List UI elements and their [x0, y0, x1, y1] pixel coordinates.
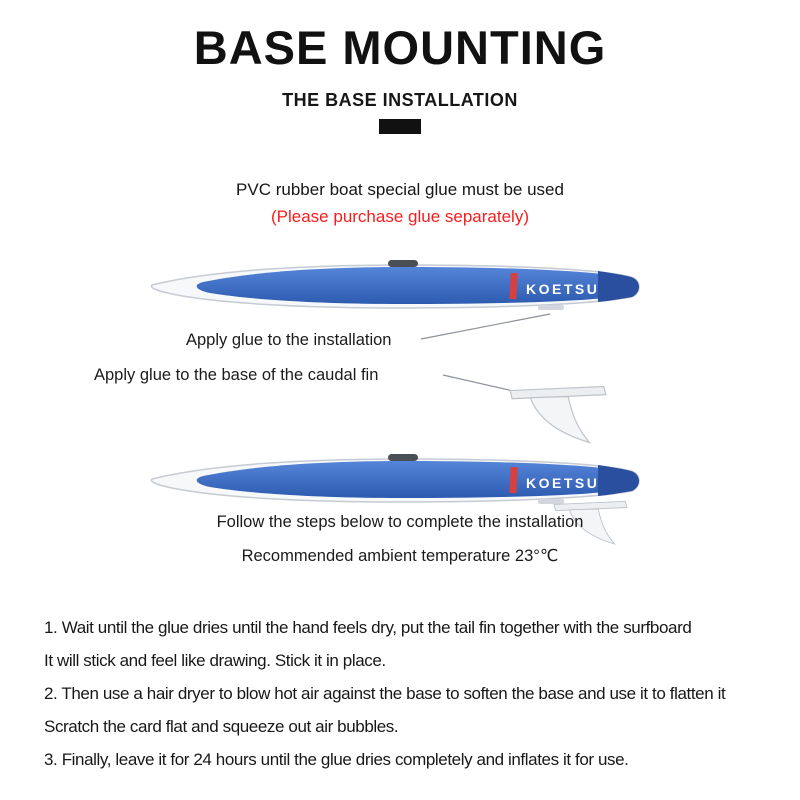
page-subtitle: THE BASE INSTALLATION [282, 90, 518, 110]
temperature-caption: Recommended ambient temperature 23°℃ [241, 547, 559, 565]
paddleboard-illustration-top [148, 258, 648, 316]
callout-apply-glue-installation: Apply glue to the installation [186, 331, 392, 349]
step-2-continued: Scratch the card flat and squeeze out air bubbles. [44, 717, 399, 736]
step-1-continued: It will stick and feel like drawing. Stick it in place. [44, 651, 386, 670]
divider-block [379, 119, 421, 134]
step-1: 1. Wait until the glue dries until the hand feels dry, put the tail fin together with the surfboard [44, 618, 692, 637]
caudal-fin-illustration [504, 383, 616, 447]
callout-apply-glue-caudal-fin: Apply glue to the base of the caudal fin [94, 366, 379, 384]
glue-requirement-text: PVC rubber boat special glue must be used [236, 180, 564, 199]
step-2: 2. Then use a hair dryer to blow hot air against the base to soften the base and use it to flatten it [44, 684, 726, 703]
instruction-steps [44, 611, 790, 776]
callout-line-installation [418, 311, 553, 342]
glue-purchase-warning: (Please purchase glue separately) [271, 207, 529, 226]
page-title: BASE MOUNTING [193, 21, 607, 74]
follow-steps-caption: Follow the steps below to complete the installation [216, 513, 584, 531]
step-3: 3. Finally, leave it for 24 hours until the glue dries completely and inflates it for use. [44, 750, 629, 769]
